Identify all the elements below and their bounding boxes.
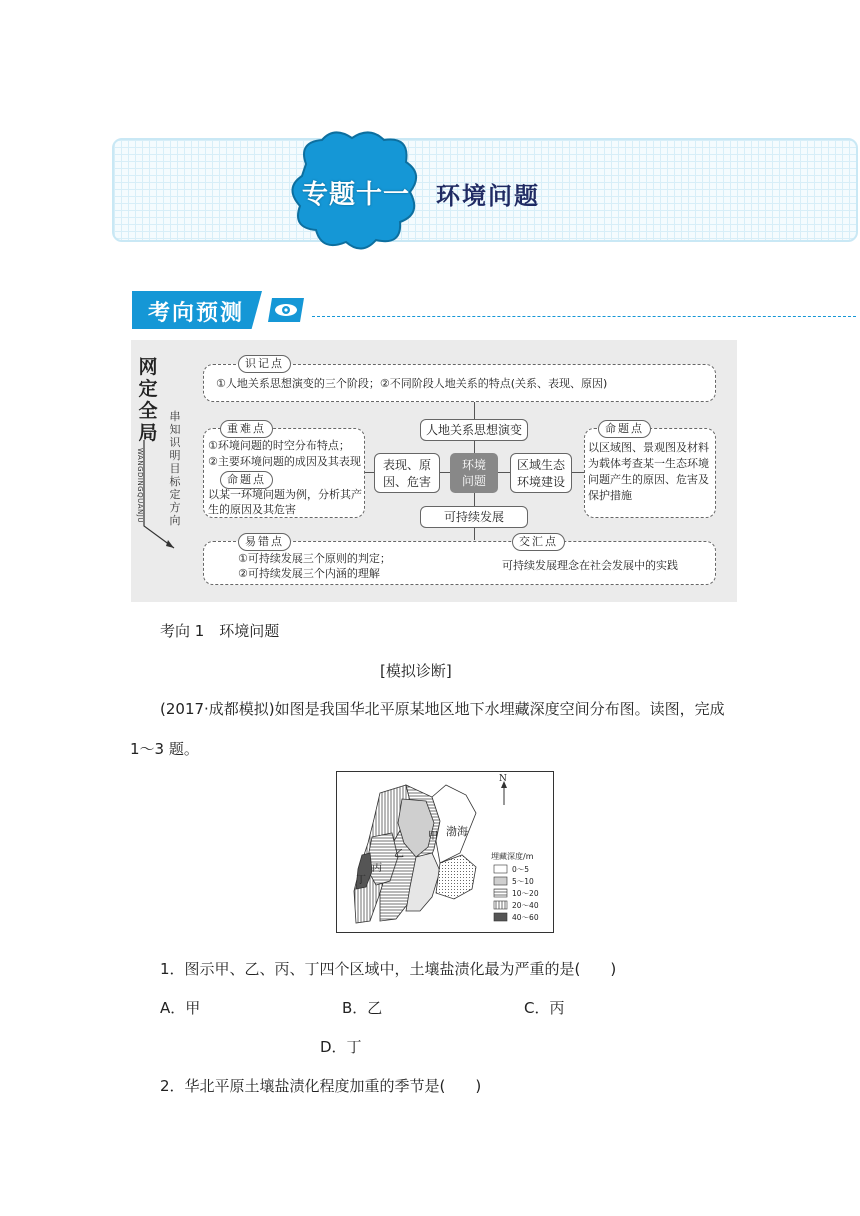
yicuo-line1: ①可持续发展三个原则的判定； <box>238 552 391 565</box>
zhongnan-tag: 重难点 <box>220 420 273 438</box>
shiji-text: ①人地关系思想演变的三个阶段；②不同阶段人地关系的特点(关系、表现、原因) <box>216 377 608 390</box>
side-arrow-icon <box>140 440 180 552</box>
shiji-tag: 识记点 <box>238 355 291 373</box>
section-divider <box>312 316 856 317</box>
node-renddi: 人地关系思想演变 <box>420 419 528 441</box>
sea-label: 渤海 <box>446 825 468 838</box>
label-bing: 丙 <box>372 863 382 874</box>
topic-title: 环境问题 <box>436 182 540 210</box>
intro-line1: (2017·成都模拟)如图是我国华北平原某地区地下水埋藏深度空间分布图。读图，完成 <box>160 700 725 718</box>
node-core-line2: 问题 <box>461 474 486 488</box>
yicuo-tag: 易错点 <box>238 533 291 551</box>
mingti-right-line3: 问题产生的原因、危害及 <box>588 473 709 486</box>
node-quyu <box>510 453 572 493</box>
jiaohui-text: 可持续发展理念在社会发展中的实践 <box>502 559 678 572</box>
q1-option-d: D．丁 <box>320 1038 362 1056</box>
node-core-line1: 环境 <box>461 458 486 472</box>
side-title: 网定全局 <box>138 356 158 444</box>
mingti-right-line4: 保护措施 <box>588 489 632 502</box>
zhongnan-line1: ①环境问题的时空分布特点； <box>208 439 350 452</box>
yicuo-line2: ②可持续发展三个内涵的理解 <box>238 567 380 580</box>
legend-label-4: 40～60 <box>512 913 539 922</box>
mingti-left-line1: 以某一环境问题为例，分析其产 <box>208 488 362 501</box>
mingti-right-line2: 为载体考查某一生态环境 <box>588 457 709 470</box>
legend-title: 埋藏深度/m <box>491 852 534 861</box>
section-tab-label: 考向预测 <box>148 301 245 326</box>
kaoxiang-heading: 考向 1 环境问题 <box>160 622 280 640</box>
topic-number-label: 专题十一 <box>301 180 410 210</box>
legend-swatch-2 <box>494 889 507 897</box>
node-biaoxian-line2: 因、危害 <box>382 475 431 489</box>
legend-swatch-3 <box>494 901 507 909</box>
question-2: 2．华北平原土壤盐渍化程度加重的季节是( ) <box>160 1077 482 1095</box>
node-biaoxian-line1: 表现、原 <box>382 458 431 472</box>
mingti-right-tag: 命题点 <box>598 420 651 438</box>
legend-swatch-1 <box>494 877 507 885</box>
question-1: 1．图示甲、乙、丙、丁四个区域中，土壤盐渍化最为严重的是( ) <box>160 960 617 978</box>
node-biaoxian <box>374 453 440 493</box>
mingti-right-line1: 以区域图、景观图及材料 <box>588 441 709 454</box>
side-subtitle: 串知识 明目标 定方向 <box>169 410 181 527</box>
north-label: N <box>499 774 507 784</box>
node-quyu-line2: 环境建设 <box>516 475 565 489</box>
mingti-left-tag: 命题点 <box>220 471 273 489</box>
jiaohui-tag: 交汇点 <box>512 533 565 551</box>
legend-swatch-4 <box>494 913 507 921</box>
eye-icon <box>268 296 308 324</box>
legend-label-3: 20～40 <box>512 901 539 910</box>
node-quyu-line1: 区域生态 <box>516 458 565 472</box>
legend-label-0: 0～5 <box>512 865 530 874</box>
zhongnan-line2: ②主要环境问题的成因及其表现 <box>208 455 361 468</box>
node-kechixu: 可持续发展 <box>420 506 528 528</box>
groundwater-depth-map <box>336 771 554 933</box>
q1-option-a: A．甲 <box>160 999 201 1017</box>
label-ding: 丁 <box>356 875 366 886</box>
label-jia: 甲 <box>428 831 438 842</box>
mingti-left-line2: 生的原因及其危害 <box>208 503 296 516</box>
node-core <box>450 453 498 493</box>
side-pinyin: WANGDINGQUANJU <box>136 448 144 523</box>
legend-label-2: 10～20 <box>512 889 539 898</box>
q1-option-c: C．丙 <box>524 999 565 1017</box>
legend-swatch-0 <box>494 865 507 873</box>
label-yi: 乙 <box>394 849 404 860</box>
moni-heading: [模拟诊断] <box>380 662 452 680</box>
q1-option-b: B．乙 <box>342 999 383 1017</box>
legend-label-1: 5～10 <box>512 877 534 886</box>
intro-line2: 1～3 题。 <box>130 740 199 758</box>
